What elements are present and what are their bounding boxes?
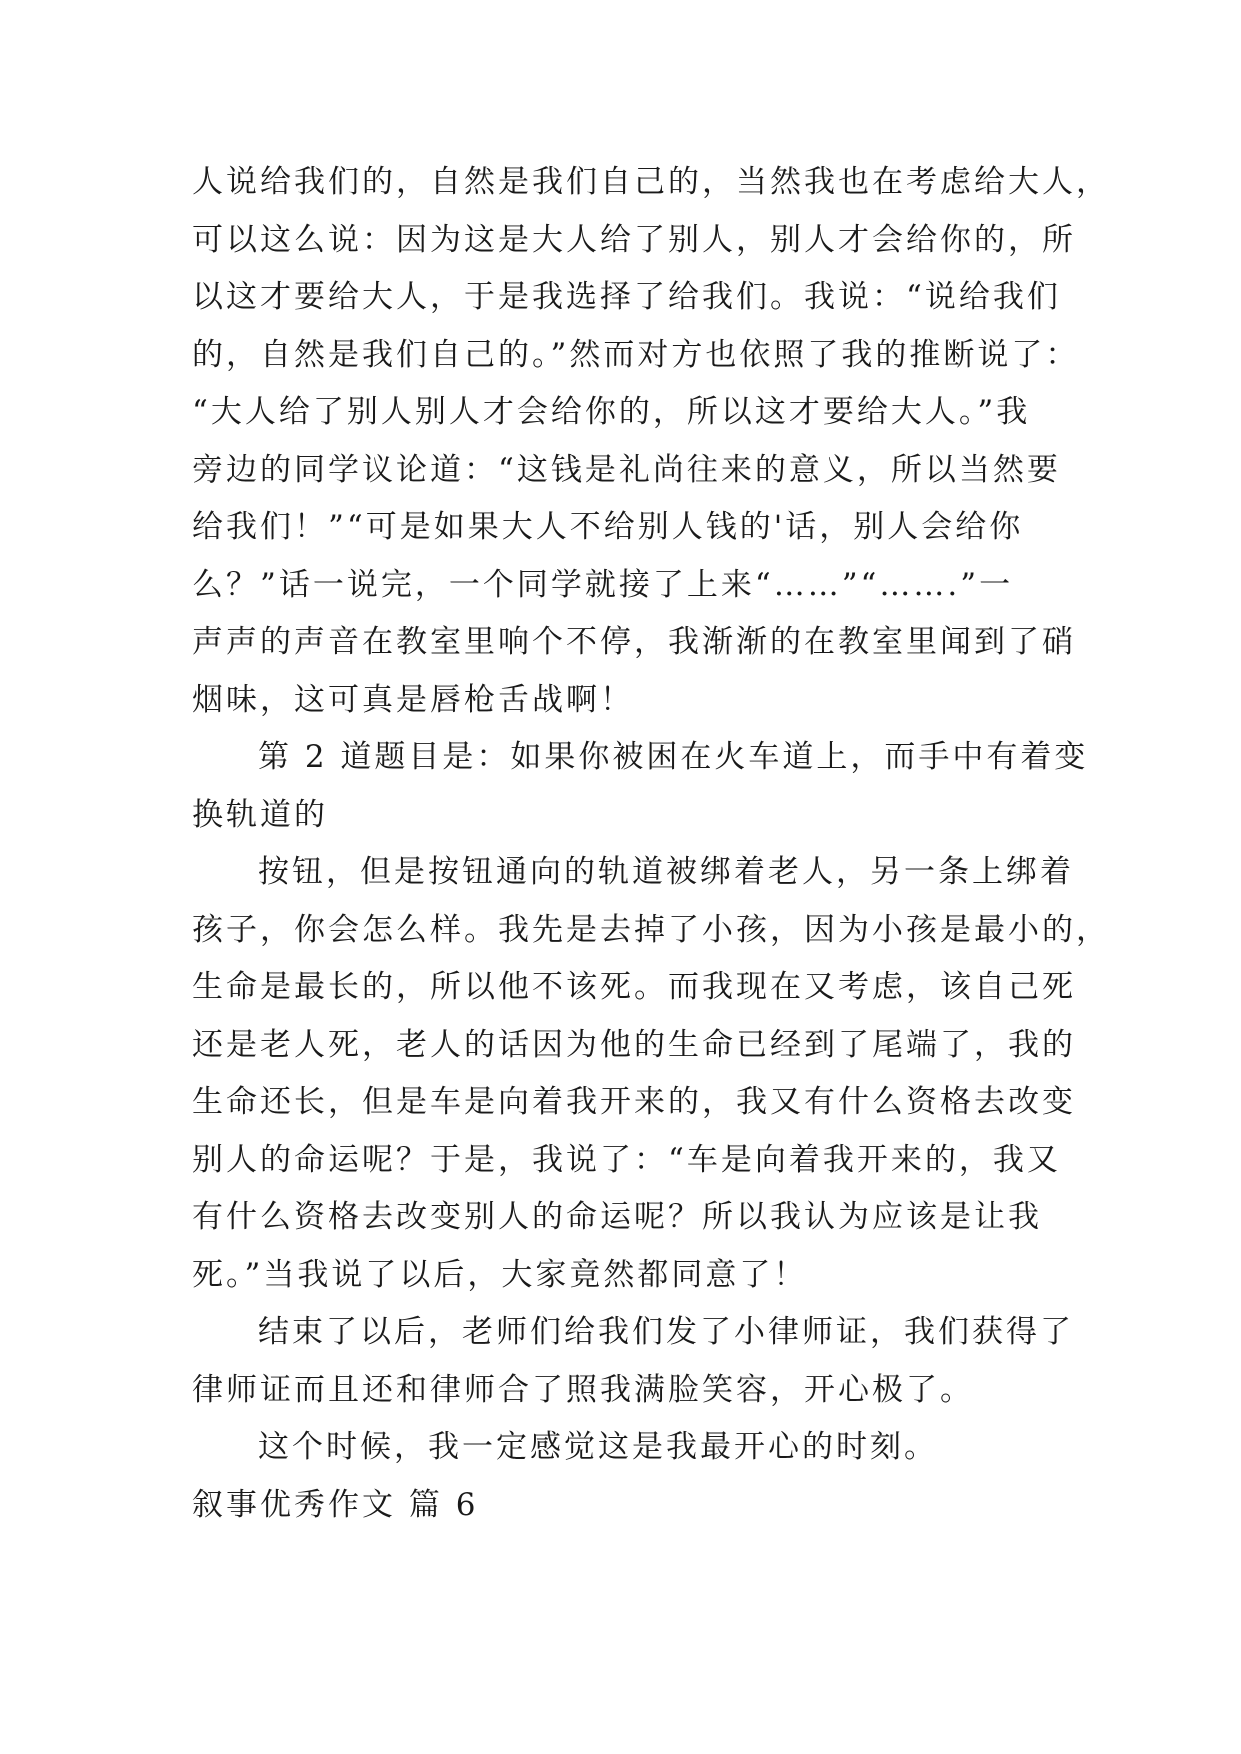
text-line: 给我们！”“可是如果大人不给别人钱的'话，别人会给你 [192,509,1024,545]
text-line: 生命还长，但是车是向着我开来的，我又有什么资格去改变 [192,1084,1076,1120]
text-line: 的，自然是我们自己的。”然而对方也依照了我的推断说了： [192,336,1080,373]
text-line: 声声的声音在教室里响个不停，我渐渐的在教室里闻到了硝 [192,624,1076,660]
paragraph-question-two [192,729,1089,844]
paragraph-trolley-answer [192,844,1110,1304]
text-line: 烟味，这可真是唇枪舌战啊！ [192,681,634,718]
section-heading: 叙事优秀作文 篇 6 [192,1486,479,1523]
text-line: 可以这么说：因为这是大人给了别人，别人才会给你的，所 [192,221,1076,258]
text-line: 孩子，你会怎么样。我先是去掉了小孩，因为小孩是最小的， [192,911,1110,948]
text-line: 还是老人死，老人的话因为他的生命已经到了尾端了，我的 [192,1026,1076,1063]
paragraph-conclusion [192,1419,1072,1477]
text-line: 旁边的同学议论道：“这钱是礼尚往来的意义，所以当然要 [192,451,1061,488]
paragraph-certificate [192,1304,1072,1419]
text-line: 这个时候，我一定感觉这是我最开心的时刻。 [258,1429,938,1465]
text-line: 律师证而且还和律师合了照我满脸笑容，开心极了。 [192,1371,974,1408]
text-line: 死。”当我说了以后，大家竟然都同意了！ [192,1256,808,1293]
paragraph-debate-money [192,154,1110,729]
article-body [192,154,1110,1534]
text-line: 么？”话一说完，一个同学就接了上来“……”“…….”一 [192,566,1014,603]
text-line: 生命是最长的，所以他不该死。而我现在又考虑，该自己死 [192,969,1076,1005]
text-line: 按钮，但是按钮通向的轨道被绑着老人，另一条上绑着 [258,854,1074,890]
text-line: 第 2 道题目是：如果你被困在火车道上，而手中有着变 [258,739,1089,775]
text-line: 换轨道的 [192,796,328,833]
text-line: 有什么资格去改变别人的命运呢？所以我认为应该是让我 [192,1199,1042,1235]
text-line: “大人给了别人别人才会给你的，所以这才要给大人。”我 [192,394,1031,430]
text-line: 人说给我们的，自然是我们自己的，当然我也在考虑给大人， [192,164,1110,200]
text-line: 以这才要给大人，于是我选择了给我们。我说：“说给我们 [192,279,1061,315]
text-line: 别人的命运呢？于是，我说了：“车是向着我开来的，我又 [192,1141,1061,1178]
text-line: 结束了以后，老师们给我们发了小律师证，我们获得了 [258,1314,1074,1350]
